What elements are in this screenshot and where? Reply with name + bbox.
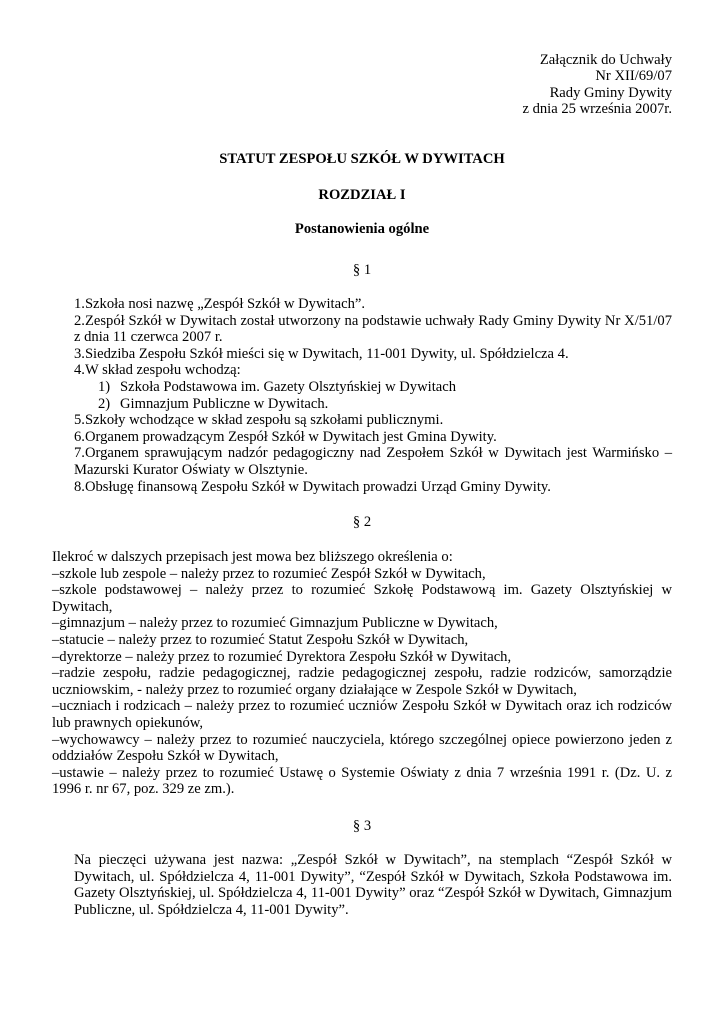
list-item	[74, 379, 672, 396]
section-1-heading: § 1	[352, 262, 372, 278]
document-title: STATUT ZESPOŁU SZKÓŁ W DYWITACH	[219, 151, 505, 167]
paragraph: 2.Zespół Szkół w Dywitach został utworzony na podstawie uchwały Rady Gminy Dywity Nr X/51/07 z dnia 11 czerwca 2007 r.	[74, 312, 672, 346]
definition: –szkole lub zespole – należy przez to rozumieć Zespół Szkół w Dywitach,	[52, 565, 486, 582]
chapter-subtitle: Postanowienia ogólne	[294, 221, 430, 237]
section-3-heading: § 3	[352, 818, 372, 834]
definition: –uczniach i rodzicach – należy przez to rozumieć uczniów Zespołu Szkół w Dywitach oraz ich rodziców lub prawnych opiekunów,	[52, 698, 672, 731]
definition: –radzie zespołu, radzie pedagogicznej, radzie pedagogicznej zespołu, radzie rodziców, samorządzie uczniowskim, - należy przez to rozumieć organy działające w Zespole Szkół w Dywitach,	[52, 665, 672, 698]
list-text: Gimnazjum Publiczne w Dywitach.	[120, 395, 329, 412]
paragraph: 8.Obsługę finansową Zespołu Szkół w Dywitach prowadzi Urząd Gminy Dywity.	[74, 478, 551, 495]
attachment-line: Rady Gminy Dywity	[549, 84, 672, 101]
chapter-heading: ROZDZIAŁ I	[318, 187, 406, 203]
paragraph: 3.Siedziba Zespołu Szkół mieści się w Dywitach, 11-001 Dywity, ul. Spółdzielcza 4.	[74, 345, 569, 362]
paragraph: 5.Szkoły wchodzące w skład zespołu są szkołami publicznymi.	[74, 412, 444, 429]
paragraph: 4.W skład zespołu wchodzą:	[74, 362, 241, 379]
list-number: 1)	[98, 378, 111, 395]
definition: –ustawie – należy przez to rozumieć Ustawę o Systemie Oświaty z dnia 7 września 1991 r. (Dz. U. z 1996 r. nr 67, poz. 329 ze zm.).	[52, 764, 672, 798]
list-item	[74, 396, 672, 413]
definition: –szkole podstawowej – należy przez to rozumieć Szkołę Podstawową im. Gazety Olsztyńskiej w Dywitach,	[52, 582, 672, 615]
section-2-body	[52, 549, 672, 798]
attachment-line: z dnia 25 września 2007r.	[522, 101, 672, 118]
attachment-line: Nr XII/69/07	[595, 68, 672, 85]
section-3-body: Na pieczęci używana jest nazwa: „Zespół Szkół w Dywitach”, na stemplach “Zespół Szkół w Dywitach, ul. Spółdzielcza 4, 11-001 Dywity”, “Zespół Szkół w Dywitach, Szkoła Podstawowa im. Gazety Olsztyńskiej, ul. Spółdzielcza 4, 11-001 Dywity” oraz “Zespół Szkół w Dywitach, Gimnazjum Publiczne, ul. Spółdzielcza 4, 11-001 Dywity”.	[74, 852, 672, 918]
definition: –wychowawcy – należy przez to rozumieć nauczyciela, którego szczególnej opiece powierzono jeden z oddziałów Zespołu Szkół w Dywitach,	[52, 731, 672, 765]
paragraph: 6.Organem prowadzącym Zespół Szkół w Dywitach jest Gmina Dywity.	[74, 428, 497, 445]
section-1-body	[74, 296, 672, 495]
list-text: Szkoła Podstawowa im. Gazety Olsztyńskiej w Dywitach	[120, 378, 456, 395]
definition: –gimnazjum – należy przez to rozumieć Gimnazjum Publiczne w Dywitach,	[52, 615, 498, 632]
definition: –dyrektorze – należy przez to rozumieć Dyrektora Zespołu Szkół w Dywitach,	[52, 648, 512, 665]
definition: –statucie – należy przez to rozumieć Statut Zespołu Szkół w Dywitach,	[52, 631, 469, 648]
paragraph: Ilekroć w dalszych przepisach jest mowa bez bliższego określenia o:	[52, 549, 453, 565]
list-number: 2)	[98, 395, 111, 412]
attachment-line: Załącznik do Uchwały	[539, 52, 672, 68]
paragraph: 7.Organem sprawującym nadzór pedagogiczny nad Zespołem Szkół w Dywitach jest Warmińsko – Mazurski Kurator Oświaty w Olsztynie.	[74, 445, 672, 478]
section-2-heading: § 2	[352, 514, 372, 530]
attachment-note	[522, 52, 672, 118]
paragraph: 1.Szkoła nosi nazwę „Zespół Szkół w Dywitach”.	[74, 296, 365, 312]
